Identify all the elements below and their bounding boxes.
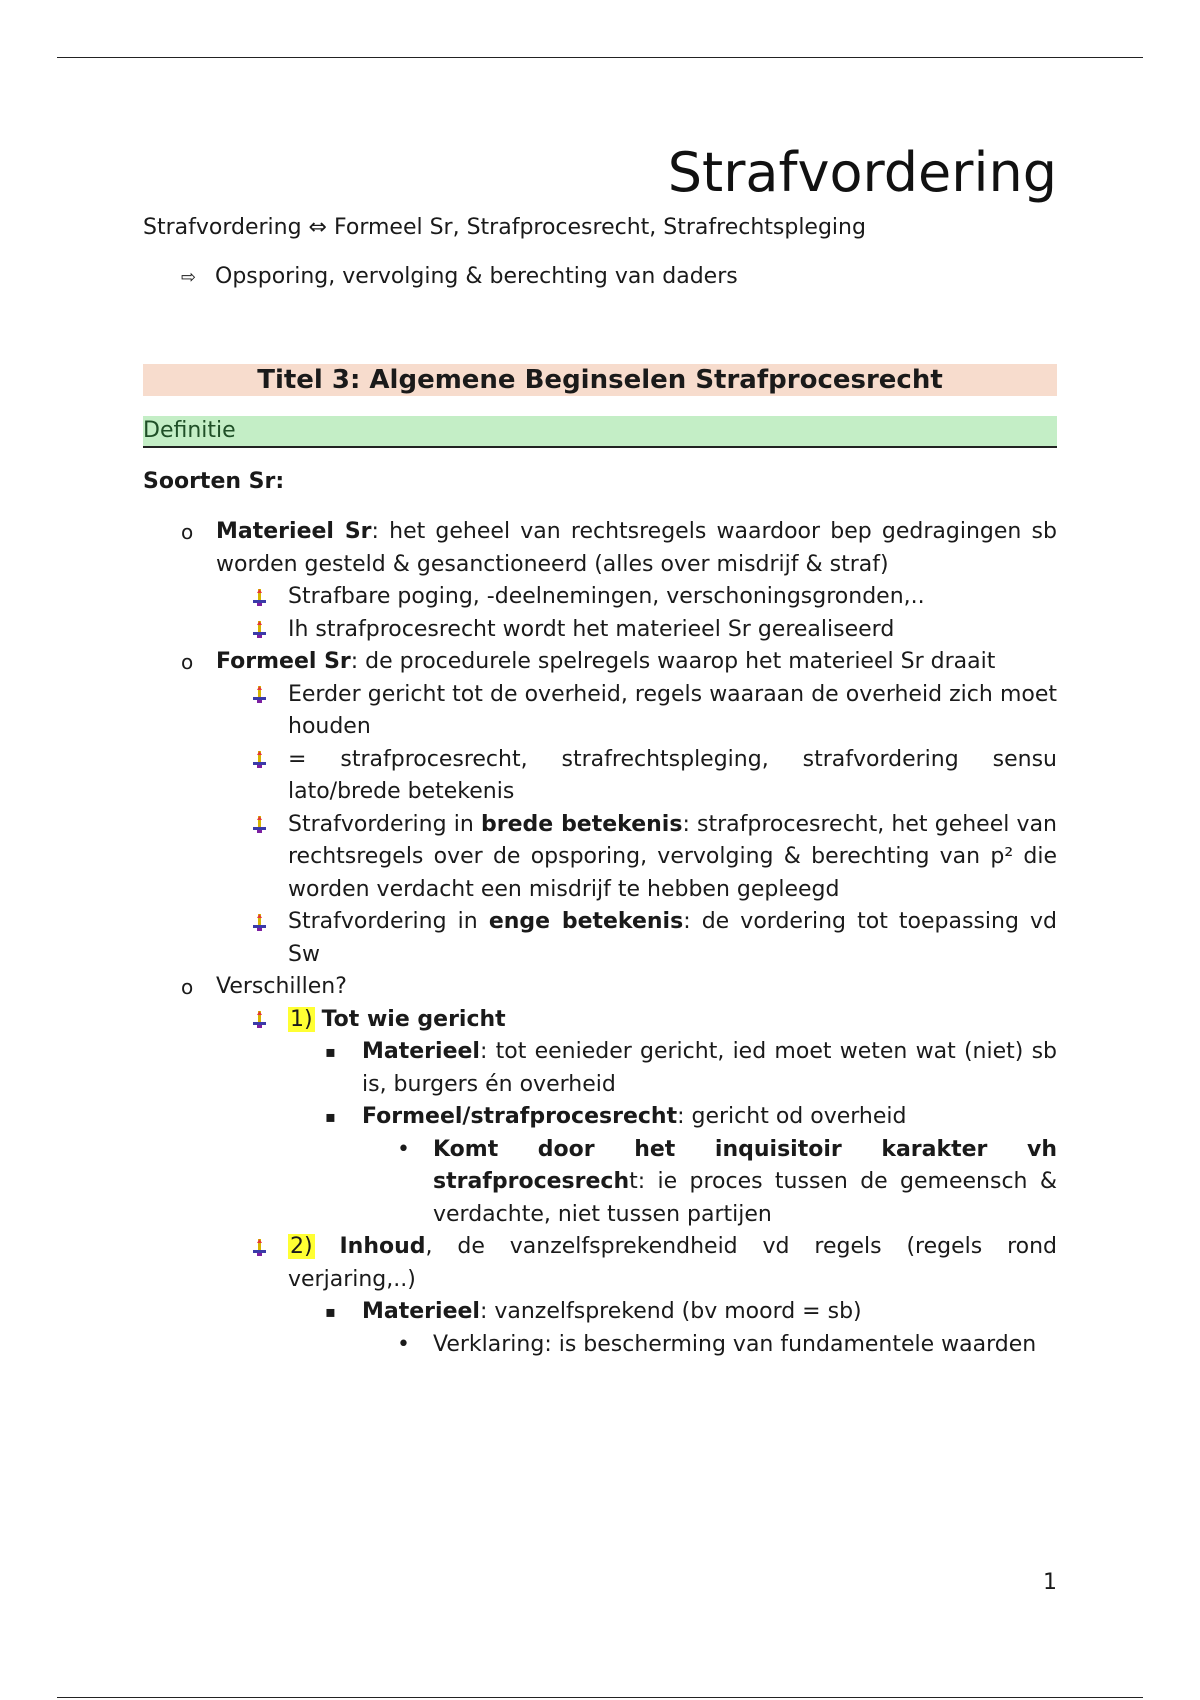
formeel-sub3-a: Strafvordering in [288,811,482,837]
term-formeel-sr: Formeel Sr [216,649,351,674]
list-item [143,1134,1057,1232]
square-bullet-icon: ▪ [325,1107,336,1126]
dot-bullet-icon: • [397,1136,410,1162]
term-materieel: Materieel [362,1039,480,1064]
pin-bullet-icon [252,614,267,647]
intro-subline [181,261,738,295]
pin-bullet-icon [252,1231,267,1264]
pin-bullet-icon [252,906,267,939]
intro-subline-text: Opsporing, vervolging & berechting van daders [215,264,738,289]
v2-text: , de vanzelfsprekendheid vd regels (regels rond verjaring,..) [288,1234,1058,1292]
term-materieel: Materieel [362,1299,480,1324]
term-brede-betekenis: brede betekenis [481,811,683,837]
v2-a1-text: Verklaring: is bescherming van fundamentele waarden [433,1331,1037,1357]
v2-label: Inhoud [339,1234,426,1259]
formeel-sub2: = strafprocesrecht, strafrechtspleging, strafvordering sensu lato/brede betekenis [288,746,1057,804]
formeel-sub4-c: : de vordering tot toepassing vd Sw [288,909,1057,967]
v1-a-text: : tot eenieder gericht, ied moet weten wat (niet) sb is, burgers én overheid [362,1039,1057,1097]
term-inquisitoir: Komt door het inquisitoir karakter vh strafprocesrech [433,1136,1057,1194]
formeel-text: : de procedurele spelregels waarop het materieel Sr draait [350,649,996,674]
list-item-v1 [143,1004,1057,1037]
list-item-materieel [143,516,1057,581]
pin-bullet-icon [252,809,267,842]
term-materieel-sr: Materieel Sr [216,519,372,544]
intro-line: Strafvordering ⇔ Formeel Sr, Strafprocesrecht, Strafrechtspleging [143,215,866,240]
circle-bullet-icon: o [181,650,194,674]
list-item [143,906,1057,971]
definitie-heading: Definitie [143,416,1057,448]
header-rule [57,57,1143,58]
highlight-number: 1) [290,1006,313,1032]
verschillen-text: Verschillen? [216,974,347,999]
pin-bullet-icon [252,744,267,777]
list-item [143,1036,1057,1101]
dot-bullet-icon: • [397,1331,410,1357]
materieel-text: : het geheel van rechtsregels waardoor bep gedragingen sb worden gesteld & gesanctioneerd (alles over misdrijf & straf) [216,519,1057,577]
footer-rule [57,1697,1143,1698]
pin-bullet-icon [252,1004,267,1037]
highlight-number: 2) [290,1234,313,1259]
list-item [143,614,1057,647]
term-formeel-strafprocesrecht: Formeel/strafprocesrecht [362,1104,678,1129]
circle-bullet-icon: o [181,975,194,999]
square-bullet-icon: ▪ [325,1042,336,1061]
list-item [143,581,1057,614]
list-item [143,1296,1057,1329]
formeel-sub4-a: Strafvordering in [288,909,489,934]
list-item [143,1101,1057,1134]
v1-b1-text: t: ie proces tussen de gemeensch & verdachte, niet tussen partijen [433,1169,1057,1227]
materieel-sub1: Strafbare poging, -deelnemingen, verschoningsgronden,.. [288,584,925,609]
list-item [143,744,1057,809]
v1-b-text: : gericht od overheid [677,1104,907,1129]
square-bullet-icon: ▪ [325,1302,336,1321]
list-item-v2 [143,1231,1057,1296]
list-item [143,679,1057,744]
page-number: 1 [1043,1570,1057,1595]
section-title: Titel 3: Algemene Beginselen Strafprocesrecht [143,364,1057,396]
list-item [143,809,1057,907]
list-item-formeel [143,646,1057,679]
formeel-sub1: Eerder gericht tot de overheid, regels waaraan de overheid zich moet houden [288,681,1057,739]
list-item [143,1329,1057,1362]
v1-label: Tot wie gericht [321,1006,506,1032]
v2-a-text: : vanzelfsprekend (bv moord = sb) [479,1299,862,1324]
soorten-heading: Soorten Sr: [143,469,285,494]
list-item-verschillen [143,971,1057,1004]
term-enge-betekenis: enge betekenis [488,909,684,934]
circle-bullet-icon: o [181,520,194,544]
pin-bullet-icon [252,679,267,712]
formeel-sub3-c: : strafprocesrecht, het geheel van rechtsregels over de opsporing, vervolging & berechting van p² die worden verdacht een misdrijf te hebben gepleegd [288,811,1057,902]
soorten-list [143,516,1057,1361]
pin-bullet-icon [252,581,267,614]
arrow-right-icon: ⇨ [181,267,197,288]
materieel-sub2: Ih strafprocesrecht wordt het materieel Sr gerealiseerd [288,616,895,642]
page-title: Strafvordering [667,141,1057,204]
